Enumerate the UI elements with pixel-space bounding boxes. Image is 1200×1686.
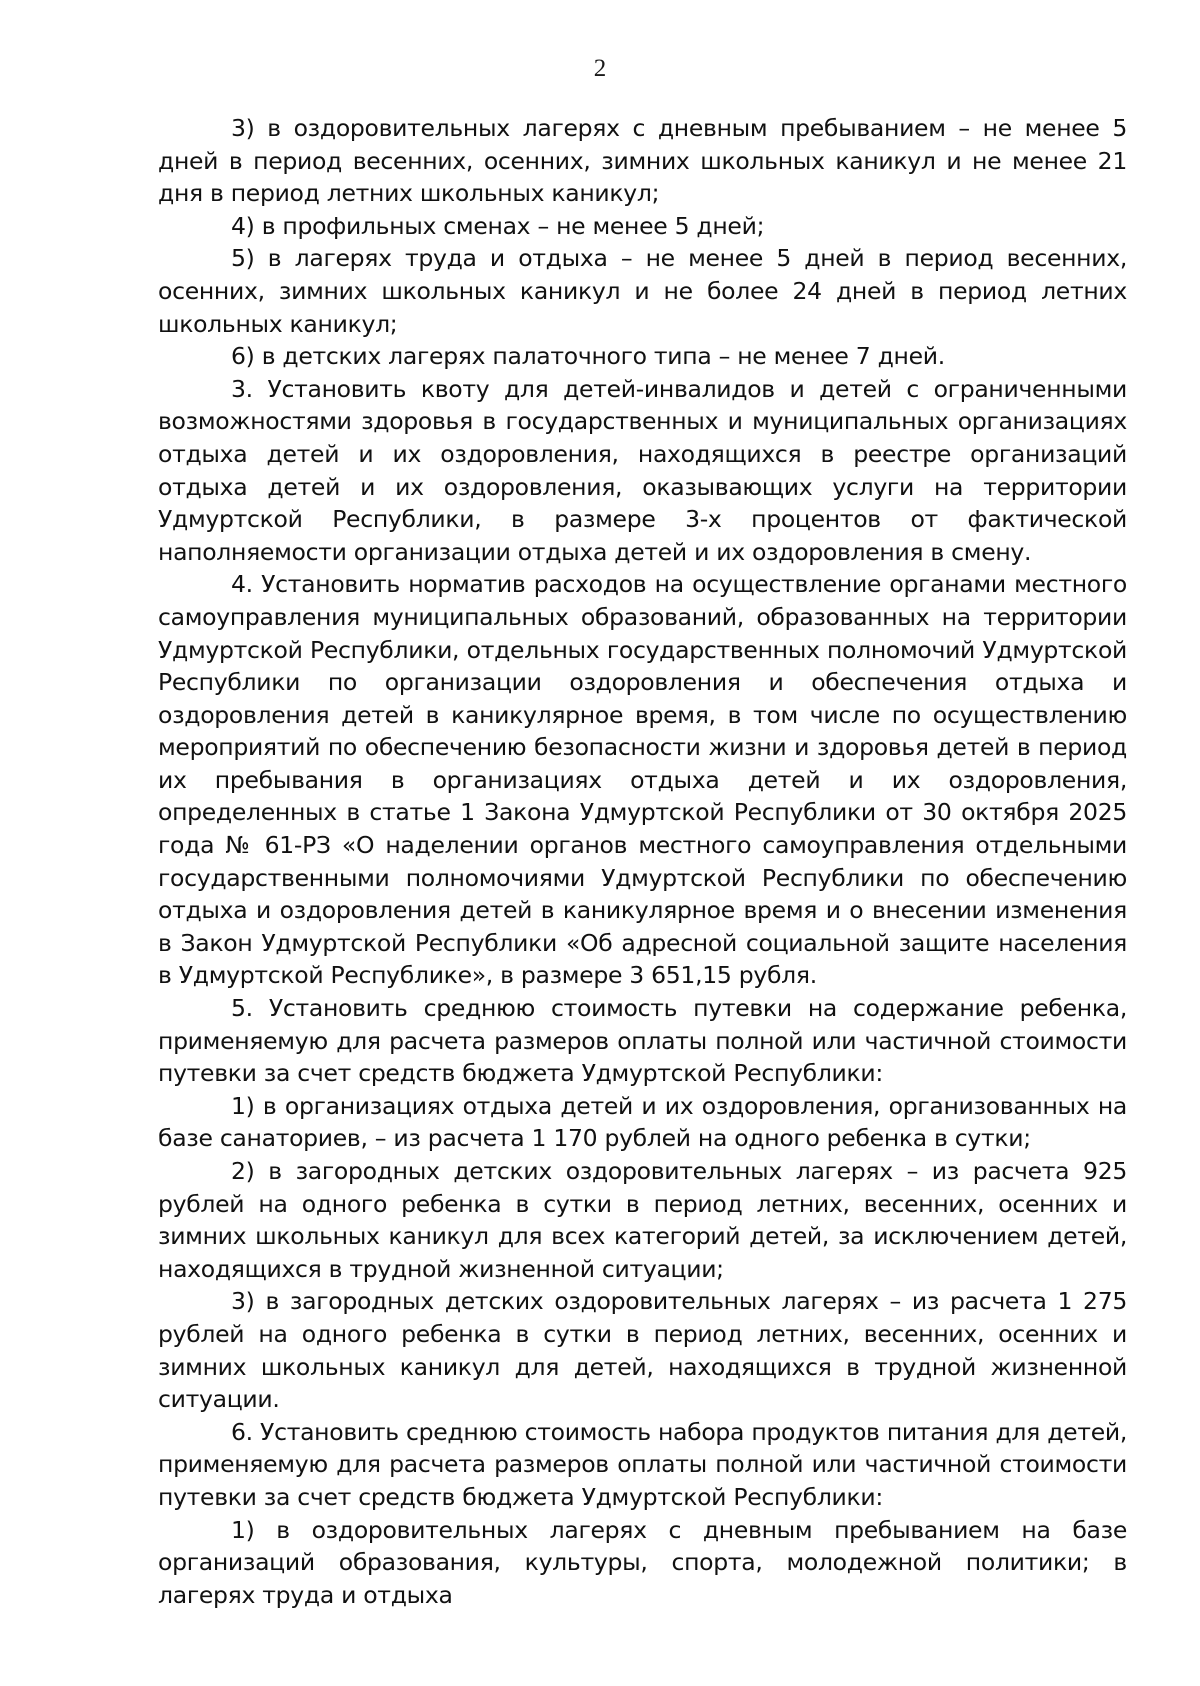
paragraph-3-1: 3) в оздоровительных лагерях с дневным пребыванием – не менее 5 дней в период весенних, осенних, зимних школьных каникул и не менее 21 дня в период летних школьных каникул; [158,114,1127,208]
paragraph-item-6: 6. Установить среднюю стоимость набора продуктов питания для детей, применяемую для расчета размеров оплаты полной или частичной стоимости путевки за счет средств бюджета Удмуртской Республики: [158,1417,1127,1511]
paragraph-item-4: 4. Установить норматив расходов на осуществление органами местного самоуправления муниципальных образований, образованных на территории Удмуртской Республики, отдельных государственных полномочий Удмуртской Республики по организации оздоровления и обеспечения отдыха и оздоровления детей в каникулярное время, в том числе по осуществлению мероприятий по обеспечению безопасности жизни и здоровья детей в период их пребывания в организациях отдыха детей и их оздоровления, определенных в статье 1 Закона Удмуртской Республики от 30 октября 2025 года № 61-РЗ «О наделении органов местного самоуправления отдельными государственными полномочиями Удмуртской Республики по обеспечению отдыха и оздоровления детей в каникулярное время и о внесении изменения в Закон Удмуртской Республики «Об адресной социальной защите населения в Удмуртской Республике», в размере 3 651,15 рубля. [158,570,1127,990]
paragraph-item-5: 5. Установить среднюю стоимость путевки на содержание ребенка, применяемую для расчета размеров оплаты полной или частичной стоимости путевки за счет средств бюджета Удмуртской Республики: [158,994,1127,1088]
paragraph-3-4: 6) в детских лагерях палаточного типа – не менее 7 дней. [231,342,945,371]
page-number: 2 [593,55,607,82]
document-body [158,112,1127,1611]
paragraph-3-3: 5) в лагерях труда и отдыха – не менее 5 дней в период весенних, осенних, зимних школьных каникул и не более 24 дней в период летних школьных каникул; [158,244,1127,338]
paragraph-5-3: 3) в загородных детских оздоровительных лагерях – из расчета 1 275 рублей на одного ребенка в сутки в период летних, весенних, осенних и зимних школьных каникул для детей, находящихся в трудной жизненной ситуации. [158,1287,1127,1414]
paragraph-5-2: 2) в загородных детских оздоровительных лагерях – из расчета 925 рублей на одного ребенка в сутки в период летних, весенних, осенних и зимних школьных каникул для всех категорий детей, за исключением детей, находящихся в трудной жизненной ситуации; [158,1157,1127,1283]
paragraph-item-3: 3. Установить квоту для детей-инвалидов и детей с ограниченными возможностями здоровья в государственных и муниципальных организациях отдыха детей и их оздоровления, находящихся в реестре организаций отдыха детей и их оздоровления, оказывающих услуги на территории Удмуртской Республики, в размере 3-х процентов от фактической наполняемости организации отдыха детей и их оздоровления в смену. [158,374,1127,566]
paragraph-6-1: 1) в оздоровительных лагерях с дневным пребыванием на базе организаций образования, культуры, спорта, молодежной политики; в лагерях труда и отдыха [158,1515,1127,1609]
paragraph-5-1: 1) в организациях отдыха детей и их оздоровления, организованных на базе санаториев, – из расчета 1 170 рублей на одного ребенка в сутки; [158,1091,1127,1153]
paragraph-3-2: 4) в профильных сменах – не менее 5 дней; [231,211,765,240]
